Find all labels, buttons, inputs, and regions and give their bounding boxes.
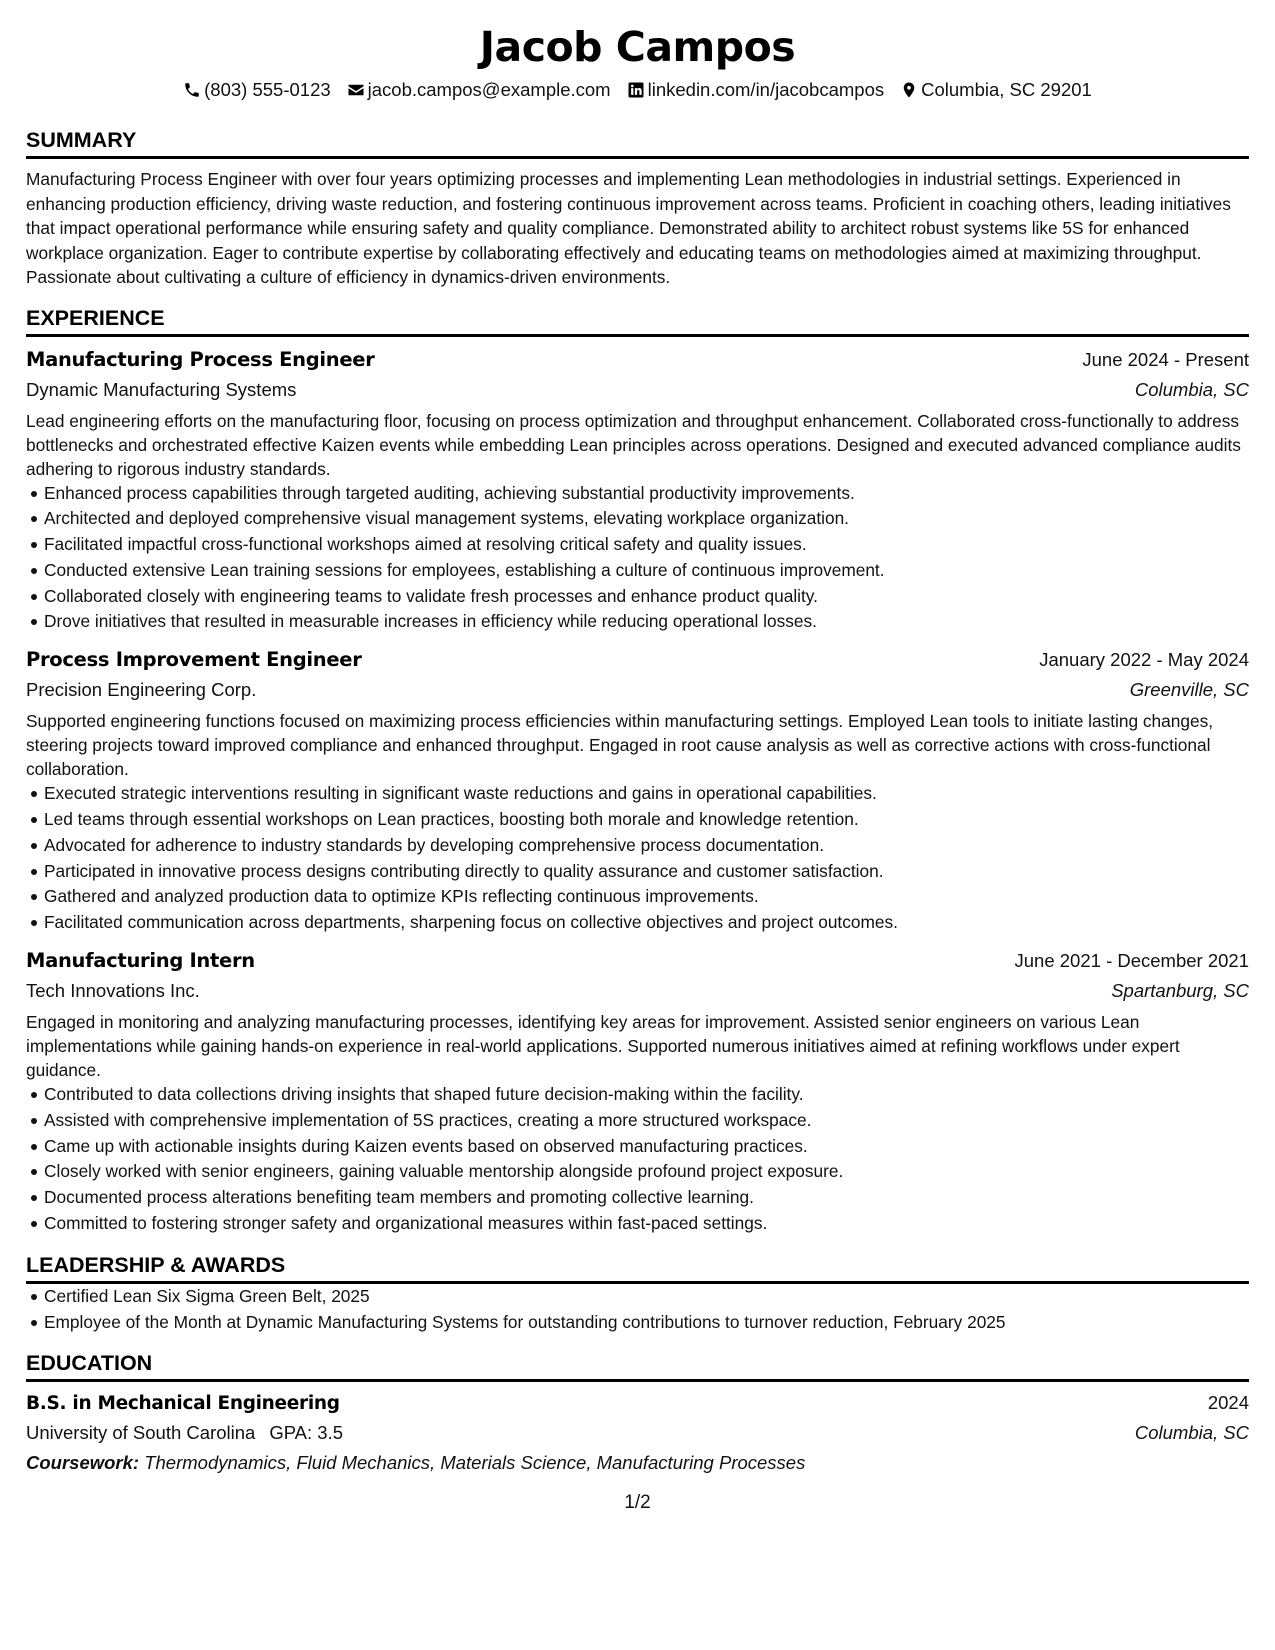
list-item: Gathered and analyzed production data to optimize KPIs reflecting continuous improvements. (44, 884, 1249, 910)
contact-email[interactable] (347, 78, 611, 102)
job-entry (26, 645, 1249, 936)
candidate-name: Jacob Campos (479, 23, 796, 71)
phone-text: (803) 555-0123 (204, 79, 331, 100)
job-bullets (26, 1082, 1249, 1237)
section-title-education: EDUCATION (26, 1349, 1249, 1382)
list-item: Committed to fostering stronger safety and organizational measures within fast-paced settings. (44, 1211, 1249, 1237)
job-description: Lead engineering efforts on the manufacturing floor, focusing on process optimization and throughput enhancement. Collaborated cross-functionally to address bottlenecks and orchestrated effective Kaizen events while embedding Lean principles across operations. Designed and executed advanced compliance audits adhering to rigorous industry standards. (26, 410, 1241, 479)
page-number: 1/2 (624, 1492, 651, 1513)
list-item: Executed strategic interventions resulting in significant waste reductions and gains in operational capabilities. (44, 781, 1249, 807)
resume-page (26, 22, 1249, 1477)
list-item: Facilitated communication across departments, sharpening focus on collective objectives and project outcomes. (44, 910, 1249, 936)
coursework-label: Coursework: (26, 1452, 140, 1474)
job-location: Greenville, SC (1129, 679, 1249, 701)
list-item: Documented process alterations benefiting team members and promoting collective learning. (44, 1185, 1249, 1211)
experience-section (26, 304, 1249, 1237)
gpa: GPA: 3.5 (269, 1422, 344, 1444)
list-item: Drove initiatives that resulted in measurable increases in efficiency while reducing operational losses. (44, 609, 1249, 635)
job-role: Process Improvement Engineer (26, 648, 362, 672)
job-bullets (26, 481, 1249, 636)
contact-location (900, 78, 1092, 102)
linkedin-text[interactable]: linkedin.com/in/jacobcampos (647, 79, 885, 100)
job-location: Columbia, SC (1134, 378, 1249, 400)
coursework (26, 1448, 1249, 1477)
contact-phone (183, 78, 331, 102)
job-entry (26, 345, 1249, 636)
school-line (26, 1418, 343, 1447)
job-role: Manufacturing Intern (26, 949, 255, 973)
list-item: Employee of the Month at Dynamic Manufacturing Systems for outstanding contributions to turnover reduction, February 2025 (44, 1310, 1249, 1336)
section-title-summary: SUMMARY (26, 126, 1249, 159)
graduation-year: 2024 (1207, 1392, 1249, 1414)
list-item: Led teams through essential workshops on Lean practices, boosting both morale and knowledge retention. (44, 807, 1249, 833)
job-description: Supported engineering functions focused on maximizing process efficiencies within manufacturing settings. Employed Lean tools to initiate lasting changes, steering projects toward improved compliance and enhanced throughput. Engaged in root cause analysis as well as corrective actions with cross-functional collaboration. (26, 711, 1214, 780)
job-entry (26, 946, 1249, 1237)
email-text[interactable]: jacob.campos@example.com (367, 79, 611, 100)
school-location: Columbia, SC (1134, 1422, 1249, 1444)
list-item: Conducted extensive Lean training sessions for employees, establishing a culture of continuous improvement. (44, 558, 1249, 584)
list-item: Architected and deployed comprehensive visual management systems, elevating workplace organization. (44, 506, 1249, 532)
list-item: Facilitated impactful cross-functional workshops aimed at resolving critical safety and quality issues. (44, 532, 1249, 558)
awards-list (26, 1284, 1249, 1336)
envelope-icon (347, 81, 365, 99)
job-company: Tech Innovations Inc. (26, 980, 200, 1002)
job-dates: June 2024 - Present (1082, 348, 1249, 370)
list-item: Contributed to data collections driving insights that shaped future decision-making within the facility. (44, 1082, 1249, 1108)
list-item: Advocated for adherence to industry standards by developing comprehensive process documentation. (44, 833, 1249, 859)
list-item: Participated in innovative process designs contributing directly to quality assurance and customer satisfaction. (44, 859, 1249, 885)
education-section (26, 1349, 1249, 1477)
job-company: Dynamic Manufacturing Systems (26, 378, 297, 400)
contact-bar (26, 78, 1249, 102)
summary-section (26, 126, 1249, 290)
job-role: Manufacturing Process Engineer (26, 347, 375, 371)
job-dates: June 2021 - December 2021 (1014, 950, 1249, 972)
map-pin-icon (900, 81, 918, 99)
job-location: Spartanburg, SC (1111, 980, 1249, 1002)
list-item: Collaborated closely with engineering teams to validate fresh processes and enhance product quality. (44, 584, 1249, 610)
section-title-experience: EXPERIENCE (26, 304, 1249, 337)
job-dates: January 2022 - May 2024 (1039, 649, 1249, 671)
list-item: Came up with actionable insights during Kaizen events based on observed manufacturing practices. (44, 1134, 1249, 1160)
contact-linkedin[interactable] (627, 78, 885, 102)
job-description: Engaged in monitoring and analyzing manufacturing processes, identifying key areas for improvement. Assisted senior engineers on various Lean implementations while gaining hands-on experience in real-world applications. Supported numerous initiatives aimed at refining workflows under expert guidance. (26, 1012, 1180, 1081)
job-bullets (26, 781, 1249, 936)
summary-text: Manufacturing Process Engineer with over four years optimizing processes and implementing Lean methodologies in industrial settings. Experienced in enhancing production efficiency, driving waste reduction, and fostering continuous improvement across teams. Proficient in coaching others, leading initiatives that impact operational performance while ensuring safety and quality compliance. Demonstrated ability to architect robust systems like 5S for enhanced workplace organization. Eager to contribute expertise by collaborating effectively and educating teams on methodologies aimed at maximizing throughput. Passionate about cultivating a culture of efficiency in dynamics-driven environments. (26, 169, 1231, 287)
list-item: Certified Lean Six Sigma Green Belt, 2025 (44, 1284, 1249, 1310)
linkedin-icon (627, 81, 645, 99)
degree: B.S. in Mechanical Engineering (26, 1393, 340, 1415)
list-item: Assisted with comprehensive implementation of 5S practices, creating a more structured workspace. (44, 1108, 1249, 1134)
phone-icon (183, 81, 201, 99)
education-entry (26, 1388, 1249, 1477)
list-item: Closely worked with senior engineers, gaining valuable mentorship alongside profound project exposure. (44, 1159, 1249, 1185)
location-text: Columbia, SC 29201 (921, 79, 1092, 100)
awards-section (26, 1251, 1249, 1336)
school-name: University of South Carolina (26, 1422, 256, 1444)
coursework-list: Thermodynamics, Fluid Mechanics, Materials Science, Manufacturing Processes (144, 1452, 806, 1474)
job-company: Precision Engineering Corp. (26, 679, 257, 701)
section-title-awards: LEADERSHIP & AWARDS (26, 1251, 1249, 1284)
list-item: Enhanced process capabilities through targeted auditing, achieving substantial productivity improvements. (44, 481, 1249, 507)
